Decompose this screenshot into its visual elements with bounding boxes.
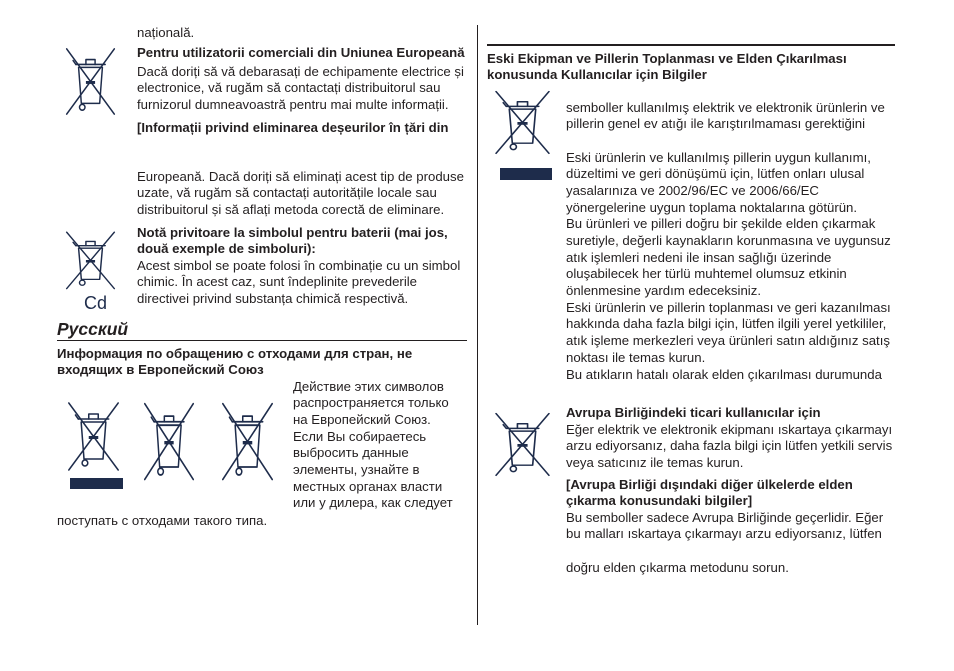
text-line: veya satıcınız ile temas kurun. [566,454,744,470]
text-line: Europeană. Dacă doriți să eliminați acest tip de produse [137,168,464,184]
text-line: atık işlemleri nedeni ile insan sağlığı üzerinde [566,249,832,265]
heading-line: входящих в Европейский Союз [57,362,264,378]
text-line: electronice, vă rugăm să contactați distribuitorul sau [137,80,441,96]
text-line: furnizorul dumneavoastră pentru mai multe informații. [137,96,449,112]
text-line: yasalarınıza ve 2002/96/EC ve 2006/66/EC [566,182,819,198]
turkish-body-paragraph [566,150,891,384]
section-rule [487,44,895,46]
text-line: распространяется только [293,395,449,411]
text-line: Bu semboller sadece Avrupa Birliğinde geçerlidir. Eğer [566,509,884,525]
text-line: выбросить данные [293,445,409,461]
text-line: düzeltimi ve geri dönüşümü için, lütfen onları ulusal [566,166,865,182]
romanian-non-eu-heading [137,120,448,137]
heading-line: [Avrupa Birliği dışındaki diğer ülkelerde elden [566,476,853,492]
romanian-non-eu-paragraph [137,169,464,219]
text-line: noktası ile temas kurun. [566,349,706,365]
text-line: uzate, vă rugăm să contactați autoritățile locale sau [137,185,437,201]
text-line: элементы, узнайте в [293,462,420,478]
text-line: directivei privind substanța chimică respectivă. [137,290,409,306]
romanian-continued-line [137,25,194,42]
text-line: Bu atıkların hatalı olarak elden çıkarılması durumunda [566,366,882,382]
crossed-out-wheelie-bin-icon [63,228,118,292]
crossed-out-wheelie-bin-icon [492,87,553,157]
text-line: doğru elden çıkarma metodunu sorun. [566,559,789,575]
heading-line: Информация по обращению с отходами для стран, не [57,345,413,361]
crossed-out-wheelie-bin-icon [63,44,118,118]
turkish-non-eu-heading [566,477,853,510]
romanian-commercial-heading [137,45,465,62]
heading-line: çıkarma konusundaki bilgiler] [566,493,753,509]
heading-line: [Informații privind eliminarea deșeurilor în țări din [137,119,449,135]
text-line: Eski ürünlerin ve kullanılmış pillerin uygun kullanımı, [566,149,871,165]
turkish-commercial-heading [566,405,821,422]
text-line: Bu ürünleri ve pilleri doğru bir şekilde elden çıkarmak [566,216,876,232]
text-line: Если Вы собираетесь [293,428,427,444]
heading-line: konusunda Kullanıcılar için Bilgiler [487,67,707,83]
text-line: или у дилера, как следует [293,495,453,511]
heading-line: Eski Ekipman ve Pillerin Toplanması ve Elden Çıkarılması [487,50,847,66]
text-line: на Европейский Союз. [293,411,431,427]
heading-line: Pentru utilizatorii comerciali din Uniunea Europeană [137,44,465,60]
text-line: bu malları ıskartaya çıkarmayı arzu ediyorsanız, lütfen [566,526,882,542]
crossed-out-wheelie-bin-icon [219,398,276,484]
text-line: Acest simbol se poate folosi în combinație cu un simbol [137,257,461,273]
solid-bar-marker [500,168,552,180]
russian-section-title: Русский [57,319,129,339]
text-line: yönergelerine uygun toplama noktalarına götürün. [566,199,858,215]
turkish-non-eu-paragraph-end [566,560,789,577]
text-line: atık işleme merkezleri veya ürünleri satın aldığınız satış [566,333,890,349]
text-line: Dacă doriți să vă debarasați de echipamente electrice și [137,63,464,79]
romanian-battery-paragraph [137,258,460,308]
turkish-non-eu-paragraph [566,510,883,543]
text-line: națională. [137,24,195,40]
crossed-out-wheelie-bin-icon [141,398,197,484]
heading-line: două exemple de simboluri): [137,241,316,257]
crossed-out-wheelie-bin-icon [492,409,553,479]
text-line: Eski ürünlerin ve pillerin toplanması ve geri kazanılması [566,299,891,315]
romanian-commercial-paragraph [137,64,464,114]
text-line: semboller kullanılmış elektrik ve elektronik ürünlerin ve [566,99,885,115]
text-line: arzu ediyorsanız, daha fazla bilgi için lütfen yetkili servis [566,438,893,454]
russian-paragraph-end [57,513,267,530]
text-line: önlenmesine yardım edeceksiniz. [566,283,761,299]
text-line: oluşabilecek her türlü muhtemel olumsuz etkinin [566,266,847,282]
text-line: Действие этих символов [293,378,444,394]
russian-paragraph [293,379,453,513]
text-line: chimic. În acest caz, sunt îndeplinite prevederile [137,274,418,290]
text-line: hakkında daha fazla bilgi için, lütfen ilgili yerel yetkililer, [566,316,887,332]
section-rule [57,340,467,341]
text-line: поступать с отходами такого типа. [57,512,268,528]
text-line: suretiyle, değerli kaynakların korunmasına ve uygunsuz [566,233,891,249]
solid-bar-marker [70,478,123,489]
text-line: pillerin genel ev atığı ile karıştırılmaması gerektiğini [566,116,866,132]
text-line: Eğer elektrik ve elektronik ekipmanı ıskartaya çıkarmayı [566,421,893,437]
turkish-intro-paragraph [566,100,885,133]
turkish-heading [487,51,847,84]
romanian-battery-heading [137,225,448,258]
russian-heading [57,346,412,379]
column-divider [477,25,478,625]
heading-line: Notă privitoare la simbolul pentru baterii (mai jos, [137,224,448,240]
crossed-out-wheelie-bin-icon [65,398,122,474]
text-line: distribuitorul și să aflați metoda corectă de eliminare. [137,201,445,217]
heading-line: Avrupa Birliğindeki ticari kullanıcılar için [566,404,821,420]
chemical-symbol-label: Cd [84,293,108,313]
turkish-commercial-paragraph [566,422,892,472]
text-line: местных органах власти [293,478,443,494]
